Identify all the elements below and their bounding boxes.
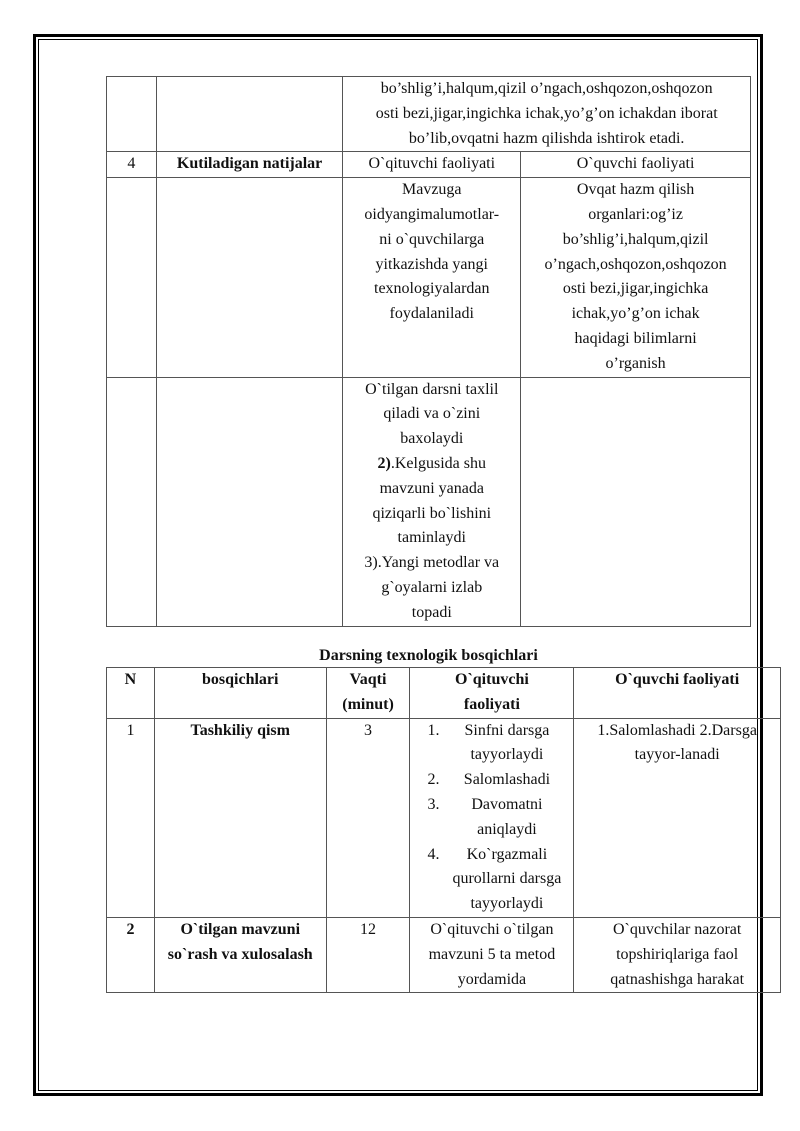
table-row xyxy=(107,178,751,377)
table-row xyxy=(107,718,781,917)
table-cell xyxy=(107,178,157,377)
table-row xyxy=(107,77,751,152)
header-teacher xyxy=(410,668,574,719)
list-item: 2. Salomlashadi xyxy=(443,768,570,793)
header-text: (minut) xyxy=(342,695,394,713)
student-activity-cell: 1.Salomlashadi 2.Darsga tayyor-lanadi xyxy=(574,718,781,917)
cell-text: o’rganish xyxy=(605,354,666,372)
cell-text: baxolaydi xyxy=(400,430,464,448)
stage-time: 12 xyxy=(326,917,410,992)
table-row xyxy=(107,377,751,626)
header-time xyxy=(326,668,410,719)
cell-text: 3).Yangi metodlar va xyxy=(364,554,500,572)
table-header-row xyxy=(107,668,781,719)
header-n: N xyxy=(107,668,155,719)
table-cell xyxy=(107,77,157,152)
item-number: 2) xyxy=(377,454,391,472)
student-activity-cell xyxy=(521,178,751,377)
results-table xyxy=(106,76,751,627)
stage-name: Tashkiliy qism xyxy=(154,718,326,917)
table-row xyxy=(107,917,781,992)
cell-text: ni o`quvchilarga xyxy=(379,230,485,248)
cell-text: oidyangimalumotlar- xyxy=(364,205,500,223)
stage-time: 3 xyxy=(326,718,410,917)
row-number: 1 xyxy=(107,718,155,917)
header-text: Vaqti xyxy=(349,671,387,688)
row-number: 2 xyxy=(107,917,155,992)
row-number: 4 xyxy=(107,152,157,178)
cell-text: texnologiyalardan xyxy=(374,280,490,298)
cell-text: O`tilgan darsni taxlil xyxy=(365,380,499,398)
cell-text: bo’shlig’i,halqum,qizil xyxy=(562,230,709,248)
cell-text: .Kelgusida shu xyxy=(390,454,486,472)
table-cell xyxy=(107,377,157,626)
table-cell xyxy=(521,377,751,626)
cell-text: yitkazishda yangi xyxy=(375,255,488,273)
cell-text: topadi xyxy=(411,603,452,621)
column-header-student: O`quvchi faoliyati xyxy=(521,152,751,178)
cell-text: ichak,yo’g’on ichak xyxy=(571,305,700,323)
teacher-steps-list xyxy=(413,719,570,917)
cell-text: qiladi va o`zini xyxy=(383,405,481,423)
row-label: Kutiladigan natijalar xyxy=(156,152,343,178)
teacher-activity-cell xyxy=(343,178,521,377)
header-student: O`quvchi faoliyati xyxy=(574,668,781,719)
lesson-stages-table xyxy=(106,667,781,993)
cell-text: organlari:og’iz xyxy=(588,205,683,223)
cell-text: osti bezi,jigar,ingichka ichak,yo’g’on ichakdan iborat xyxy=(375,104,718,122)
cell-text: Mavzuga xyxy=(402,181,462,199)
cell-text: bo’lib,ovqatni hazm qilishda ishtirok etadi. xyxy=(408,129,685,147)
header-text: O`qituvchi xyxy=(455,671,529,688)
column-header-teacher: O`qituvchi faoliyati xyxy=(343,152,521,178)
list-item: 4. Ko`rgazmali qurollarni darsga tayyorlaydi xyxy=(443,843,570,917)
teacher-activity-cell xyxy=(343,377,521,626)
section-title: Darsning texnologik bosqichlari xyxy=(319,647,538,664)
cell-text: qiziqarli bo`lishini xyxy=(372,504,492,522)
teacher-activity-cell: O`qituvchi o`tilgan mavzuni 5 ta metod yordamida xyxy=(410,917,574,992)
table-cell xyxy=(156,377,343,626)
cell-text: haqidagi bilimlarni xyxy=(574,329,697,347)
table-cell xyxy=(343,77,751,152)
list-item: 3. Davomatni aniqlaydi xyxy=(443,793,570,843)
cell-text: mavzuni yanada xyxy=(379,479,484,497)
cell-text: o’ngach,oshqozon,oshqozon xyxy=(544,255,727,273)
student-activity-cell: O`quvchilar nazorat topshiriqlariga faol qatnashishga harakat xyxy=(574,917,781,992)
table-cell xyxy=(156,77,343,152)
table-row xyxy=(107,152,751,178)
stage-name: O`tilgan mavzuni so`rash va xulosalash xyxy=(154,917,326,992)
list-item: 1. Sinfni darsga tayyorlaydi xyxy=(443,719,570,769)
cell-text: bo’shlig’i,halqum,qizil o’ngach,oshqozon,oshqozon xyxy=(380,80,713,97)
header-stages: bosqichlari xyxy=(154,668,326,719)
cell-text: osti bezi,jigar,ingichka xyxy=(562,280,709,298)
teacher-activity-cell xyxy=(410,718,574,917)
cell-text: foydalaniladi xyxy=(389,305,474,323)
cell-text: taminlaydi xyxy=(397,529,466,547)
cell-text: Ovqat hazm qilish xyxy=(576,181,695,199)
table-cell xyxy=(156,178,343,377)
header-text: faoliyati xyxy=(463,695,520,713)
cell-text xyxy=(346,452,517,477)
cell-text: g`oyalarni izlab xyxy=(381,578,483,596)
